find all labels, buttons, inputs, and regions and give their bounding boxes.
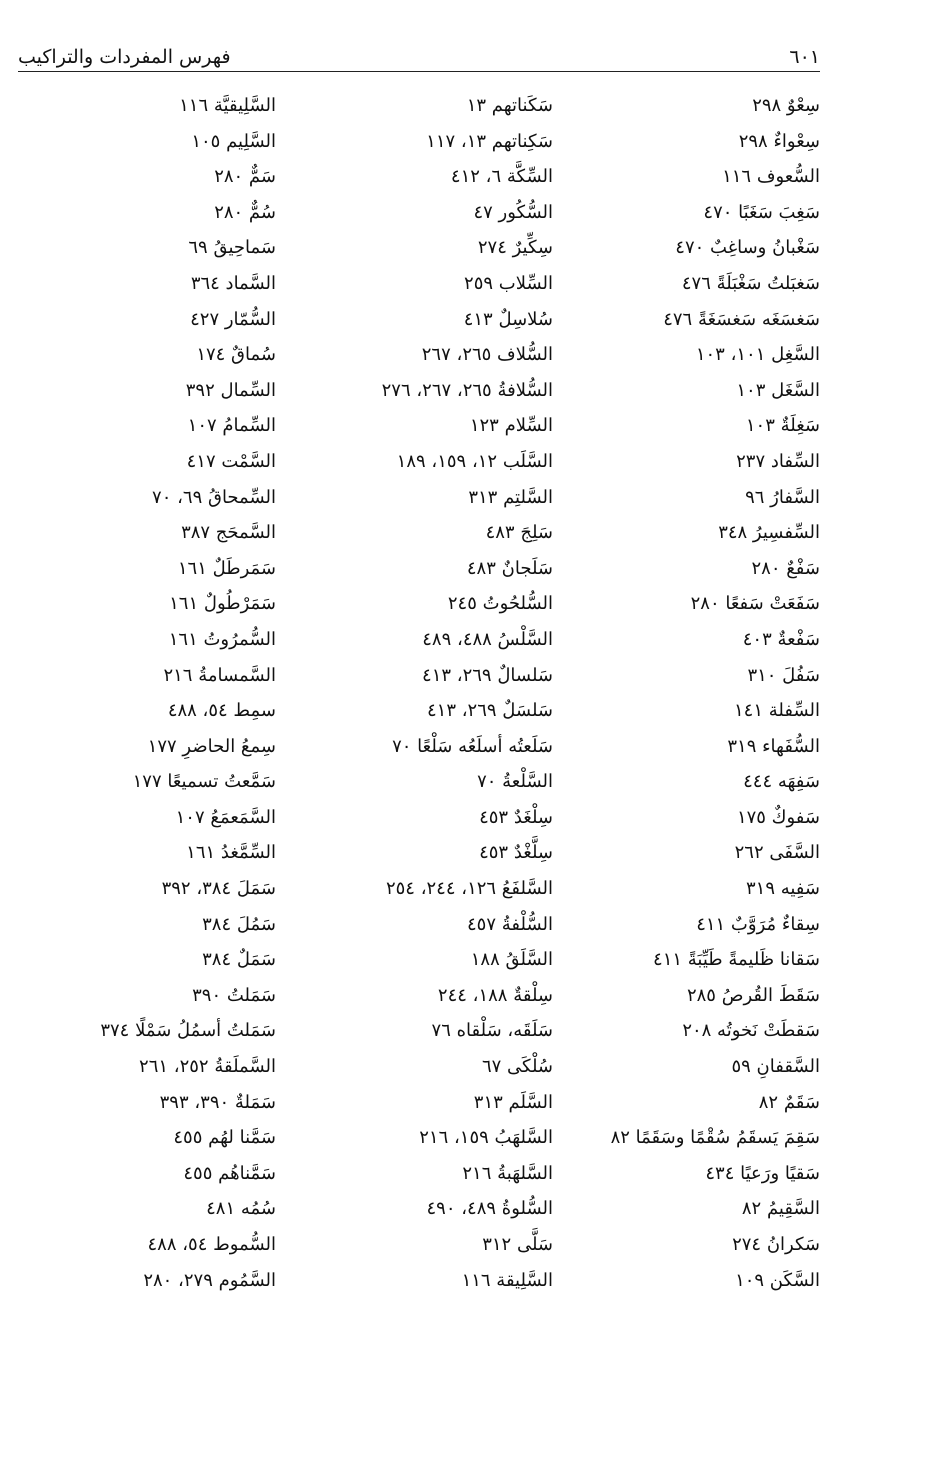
index-entry: سَفْعٌ ٢٨٠: [751, 557, 820, 579]
index-entry: سَمَلتُ ٣٩٠: [192, 984, 276, 1006]
index-entry: سَمٌّ ٢٨٠: [214, 166, 276, 188]
index-entry: سَكِناتهم ١٣، ١١٧: [426, 130, 553, 152]
index-entry: سَفَعَتْ سَفعًا ٢٨٠: [690, 593, 820, 615]
index-entry: السَّمُوم ٢٧٩، ٢٨٠: [143, 1269, 276, 1291]
index-entry: السِّلاب ٢٥٩: [464, 272, 553, 294]
index-entry: سَمَلٌ ٣٨٤: [202, 949, 276, 971]
index-entry: السَّمحَج ٣٨٧: [181, 522, 276, 544]
index-entry: السِّفلة ١٤١: [734, 700, 820, 722]
index-entry: سمِط ٥٤، ٤٨٨: [167, 700, 276, 722]
index-entry: سَلَّى ٣١٢: [482, 1234, 553, 1255]
index-entry: سَمَّعتُ تسميعًا ١٧٧: [132, 771, 276, 793]
index-entry: السَّلِيقة ١١٦: [461, 1269, 553, 1291]
index-entry: السَّلْسُ ٤٨٨، ٤٨٩: [422, 628, 553, 650]
index-entry: السَّمَعمَعُ ١٠٧: [175, 806, 276, 828]
index-entry: السَّلهَبةُ ٢١٦: [462, 1162, 553, 1184]
index-entry: السَّلفَعُ ١٢٦، ٢٤٤، ٢٥٤: [385, 878, 553, 900]
index-entry: سُماقٌ ١٧٤: [196, 344, 276, 366]
index-entry: سُلْكَى ٦٧: [481, 1056, 553, 1078]
index-entry: سِعْوٌ ٢٩٨: [752, 95, 820, 116]
index-entry: سَقانا ظَليمةً طَيِّبَةً ٤١١: [653, 949, 820, 971]
index-entry: سِلْغَدٌ ٤٥٣: [479, 806, 553, 828]
index-entry: سَلَجانٌ ٤٨٣: [466, 557, 553, 579]
index-entry: السُّمرُوتُ ١٦١: [168, 628, 276, 650]
index-entry: سِقاءٌ مُرَوَّبٌ ٤١١: [696, 913, 820, 935]
index-entry: سَقطَتْ نَخوتُه ٢٠٨: [682, 1020, 820, 1042]
index-entry: سَلسالٌ ٢٦٩، ٤١٣: [422, 664, 553, 686]
index-entry: السَّقفانِ ٥٩: [731, 1056, 820, 1078]
index-entry: سِلْقةٌ ١٨٨، ٢٤٤: [437, 984, 553, 1006]
index-entry: السَّمْت ٤١٧: [186, 450, 276, 472]
index-entry: السِّلام ١٢٣: [469, 415, 553, 437]
index-entry: السَّلْعةُ ٧٠: [477, 771, 553, 793]
index-entry: سَغبَلتُ سَغْبَلَةً ٤٧٦: [681, 272, 820, 294]
index-entry: سُمٌّ ٢٨٠: [214, 201, 276, 223]
index-entry: سَقَطَ القُرصُ ٢٨٥: [686, 984, 820, 1006]
index-entry: السُّمّار ٤٢٧: [190, 308, 276, 330]
index-entry: السُّلوةُ ٤٨٩، ٤٩٠: [426, 1198, 553, 1220]
index-entry: سَغْبانُ وساغِبٌ ٤٧٠: [675, 237, 820, 259]
index-entry: السُّلحُوتُ ٢٤٥: [447, 593, 553, 615]
index-entry: سَغِلَةٌ ١٠٣: [745, 415, 820, 437]
index-entry: سَلسَلٌ ٢٦٩، ٤١٣: [426, 700, 553, 722]
index-entry: سِعْواءٌ ٢٩٨: [738, 130, 820, 152]
header-rule: [18, 71, 820, 72]
page-number: ٦٠١: [789, 46, 820, 68]
index-entry: السَّلهَبُ ١٥٩، ٢١٦: [419, 1127, 553, 1149]
index-entry: السَّفَى ٢٦٢: [734, 842, 820, 864]
index-entry: سَفُلَ ٣١٠: [747, 664, 820, 686]
index-entry: سُلاسِلٌ ٤١٣: [463, 308, 553, 330]
index-entry: سِمعُ الحاضرِ ١٧٧: [147, 735, 276, 757]
index-entry: السِّمَّغدُ ١٦١: [186, 842, 276, 864]
index-entry: سَلِجَ ٤٨٣: [485, 522, 553, 544]
index-entry: السَّفارُ ٩٦: [745, 486, 820, 508]
index-entry: السِّكَّة ٦، ٤١٢: [450, 166, 553, 188]
index-entry: سَمُلَ ٣٨٤: [202, 913, 276, 935]
index-entry: السُّلافةُ ٢٦٥، ٢٦٧، ٢٧٦: [381, 379, 553, 401]
index-entry: السَّغَل ١٠٣: [736, 379, 820, 401]
index-entry: سِكِّيرٌ ٢٧٤: [477, 237, 553, 259]
index-entry: سَمَلَ ٣٨٤، ٣٩٢: [161, 878, 276, 900]
index-entry: سَمَّناهُم ٤٥٥: [183, 1162, 276, 1184]
index-entry: السُّفَهاء ٣١٩: [727, 735, 820, 757]
index-entry: السَّلِيقيَّة ١١٦: [179, 95, 276, 116]
index-entry: السَّملَقةُ ٢٥٢، ٢٦١: [139, 1056, 276, 1078]
index-entry: سَلَقَه، سَلْقاه ٧٦: [431, 1020, 553, 1042]
index-entry: السَّلَم ٣١٣: [473, 1091, 553, 1113]
index-entry: سِلَّغْدٌ ٤٥٣: [479, 842, 553, 864]
index-entry: السَّلَقُ ١٨٨: [470, 949, 553, 971]
index-entry: السَّقِيمُ ٨٢: [741, 1198, 820, 1220]
index-entry: سَقيًا ورَعيًا ٤٣٤: [705, 1162, 820, 1184]
index-entry: السَّمسامةُ ٢١٦: [163, 664, 276, 686]
index-entry: سَكَناتهم ١٣: [466, 95, 553, 116]
index-entry: السُّلْفةُ ٤٥٧: [467, 913, 553, 935]
index-column-left: [0, 88, 276, 1298]
index-entry: السَّكَن ١٠٩: [735, 1269, 820, 1291]
index-entry: السِّمحاقُ ٦٩، ٧٠: [152, 486, 276, 508]
index-entry: السِّفاد ٢٣٧: [736, 450, 820, 472]
index-entry: السَّغِل ١٠١، ١٠٣: [695, 344, 820, 366]
index-column-right: [520, 88, 820, 1298]
index-entry: سَقَمٌ ٨٢: [758, 1091, 820, 1113]
index-entry: سَغسَغَه سَغسَغَةً ٤٧٦: [663, 308, 820, 330]
index-entry: سَكرانُ ٢٧٤: [732, 1234, 820, 1255]
index-entry: السَّلِيم ١٠٥: [191, 130, 276, 152]
index-entry: سَمَلتُ أسمُلُ سَمْلًا ٣٧٤: [100, 1020, 276, 1042]
index-entry: سَفِهَه ٤٤٤: [743, 771, 820, 793]
index-entry: سَفوكٌ ١٧٥: [736, 806, 820, 828]
index-entry: السِّمال ٣٩٢: [185, 379, 276, 401]
index-entry: السُّكُور ٤٧: [473, 201, 553, 223]
index-entry: سَمَلةٌ ٣٩٠، ٣٩٣: [159, 1091, 276, 1113]
index-entry: السَّلتِم ٣١٣: [468, 486, 553, 508]
index-entry: السُّعوف ١١٦: [722, 166, 820, 188]
index-entry: سُمُه ٤٨١: [206, 1198, 276, 1220]
index-entry: السَّلَب ١٢، ١٥٩، ١٨٩: [396, 450, 553, 472]
index-entry: سَمَّنا لهُم ٤٥٥: [173, 1127, 276, 1149]
index-entry: سَغِبَ سَغَبًا ٤٧٠: [703, 201, 820, 223]
index-entry: السِّمامُ ١٠٧: [187, 415, 276, 437]
index-entry: سَمَرْطُولٌ ١٦١: [169, 593, 276, 615]
running-title: فهرس المفردات والتراكيب: [18, 46, 231, 68]
index-entry: سَقِمَ يَسقَمُ سُقْمًا وسَقَمًا ٨٢: [610, 1127, 820, 1149]
index-entry: السُّموط ٥٤، ٤٨٨: [147, 1234, 276, 1255]
index-entry: سَلَعتُه أسلَعُه سَلْعًا ٧٠: [392, 735, 553, 757]
index-entry: سَمَرطَلٌ ١٦١: [177, 557, 276, 579]
page-header: [18, 38, 820, 68]
index-entry: سَفْعةٌ ٤٠٣: [742, 628, 820, 650]
index-entry: سَفِيه ٣١٩: [745, 878, 820, 900]
index-entry: السِّفسِيرُ ٣٤٨: [718, 522, 820, 544]
index-entry: السُّلاف ٢٦٥، ٢٦٧: [421, 344, 553, 366]
index-entry: السَّماد ٣٦٤: [190, 272, 276, 294]
index-column-middle: [253, 88, 553, 1298]
index-entry: سَماحِيقُ ٦٩: [188, 237, 276, 259]
